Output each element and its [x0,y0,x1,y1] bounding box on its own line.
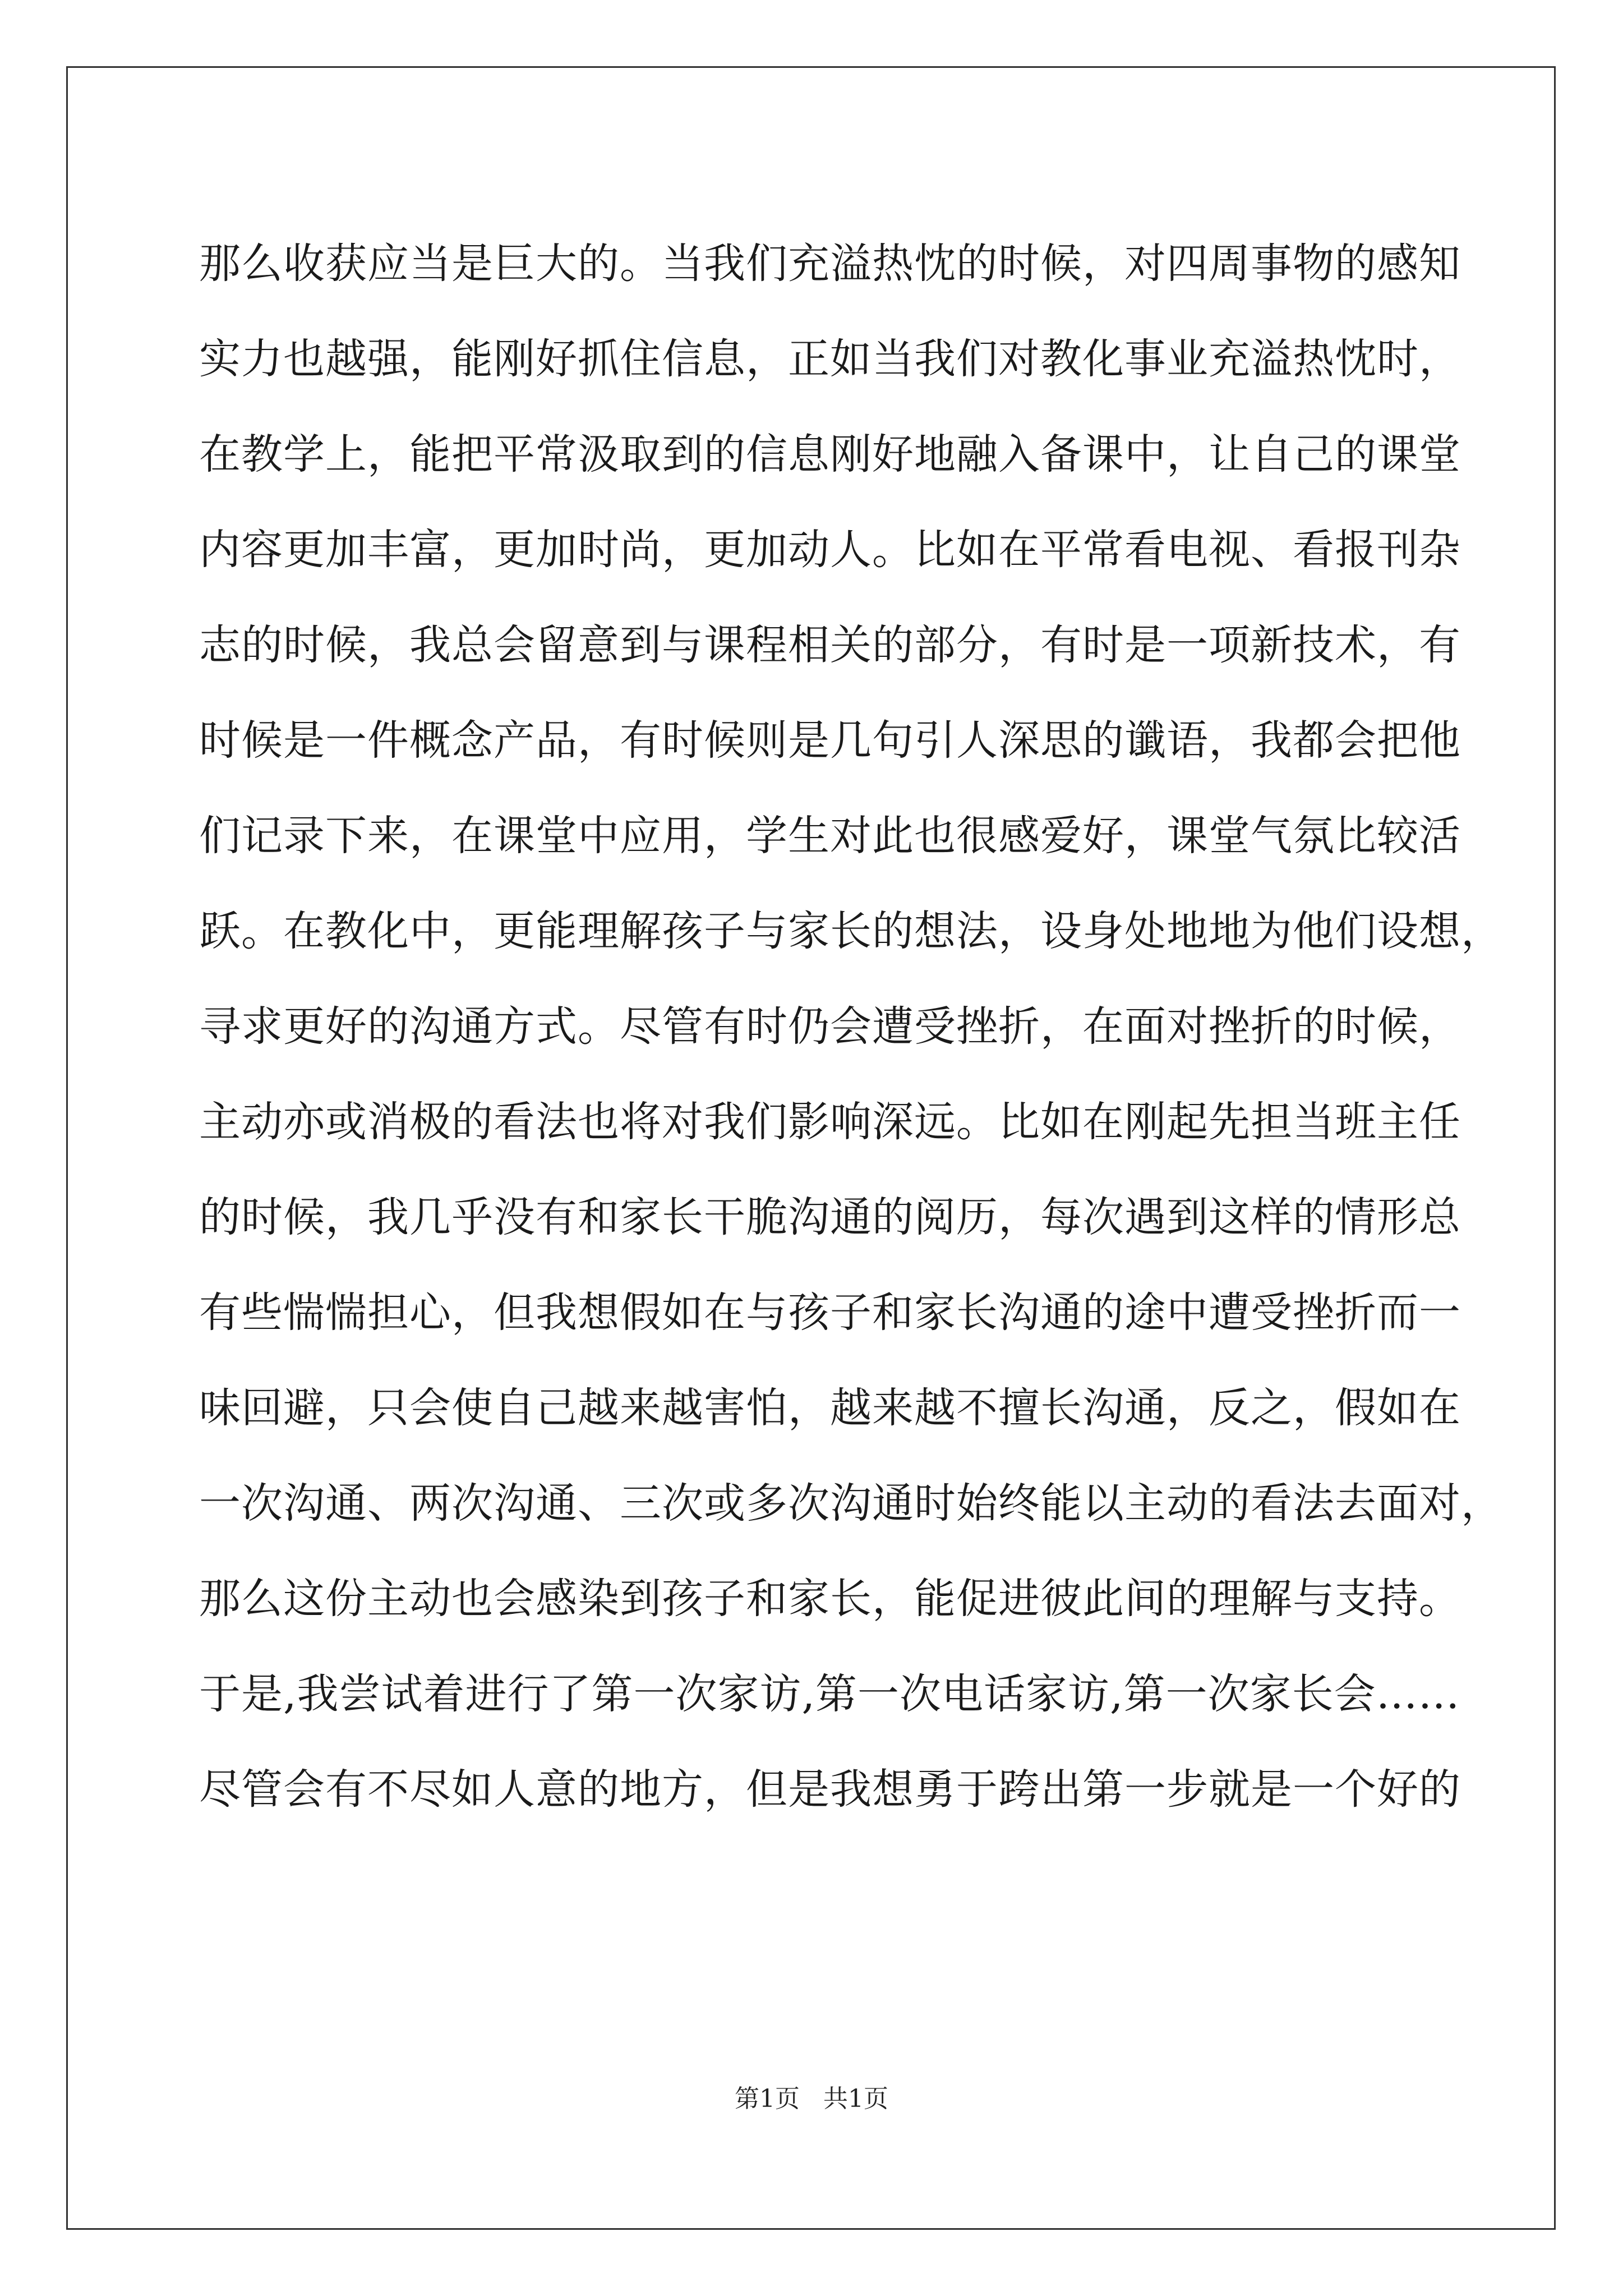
page-number-footer: 第1页 共1页 [735,2085,888,2113]
text-line: 寻求更好的沟通方式。尽管有时仍会遭受挫折，在面对挫折的时候， [199,1002,1461,1051]
text-line: 一次沟通、两次沟通、三次或多次沟通时始终能以主动的看法去面对， [199,1479,1503,1527]
text-line: 跃。在教化中，更能理解孩子与家长的想法，设身处地地为他们设想， [199,907,1503,955]
text-line: 味回避，只会使自己越来越害怕，越来越不擅长沟通，反之，假如在 [199,1384,1461,1432]
text-line: 有些惴惴担心，但我想假如在与孩子和家长沟通的途中遭受挫折而一 [199,1289,1461,1337]
text-line: 内容更加丰富，更加时尚，更加动人。比如在平常看电视、看报刊杂 [199,526,1461,574]
document-body [199,216,1503,1837]
text-line: 实力也越强，能刚好抓住信息，正如当我们对教化事业充溢热忱时， [199,335,1461,383]
text-line: 志的时候，我总会留意到与课程相关的部分，有时是一项新技术，有 [199,621,1461,669]
text-line: 主动亦或消极的看法也将对我们影响深远。比如在刚起先担当班主任 [199,1098,1461,1146]
text-line: 在教学上，能把平常汲取到的信息刚好地融入备课中，让自己的课堂 [199,430,1461,478]
text-line: 时候是一件概念产品，有时候则是几句引人深思的谶语，我都会把他 [199,716,1461,765]
text-line: 那么这份主动也会感染到孩子和家长，能促进彼此间的理解与支持。 [199,1575,1461,1623]
text-line: 那么收获应当是巨大的。当我们充溢热忱的时候，对四周事物的感知 [199,240,1461,288]
text-line: 尽管会有不尽如人意的地方，但是我想勇于跨出第一步就是一个好的 [199,1765,1461,1814]
text-line: 们记录下来，在课堂中应用，学生对此也很感爱好，课堂气氛比较活 [199,812,1461,860]
text-line: 的时候，我几乎没有和家长干脆沟通的阅历，每次遇到这样的情形总 [199,1193,1461,1241]
text-line: 于是,我尝试着进行了第一次家访,第一次电话家访,第一次家长会…… [199,1670,1460,1718]
